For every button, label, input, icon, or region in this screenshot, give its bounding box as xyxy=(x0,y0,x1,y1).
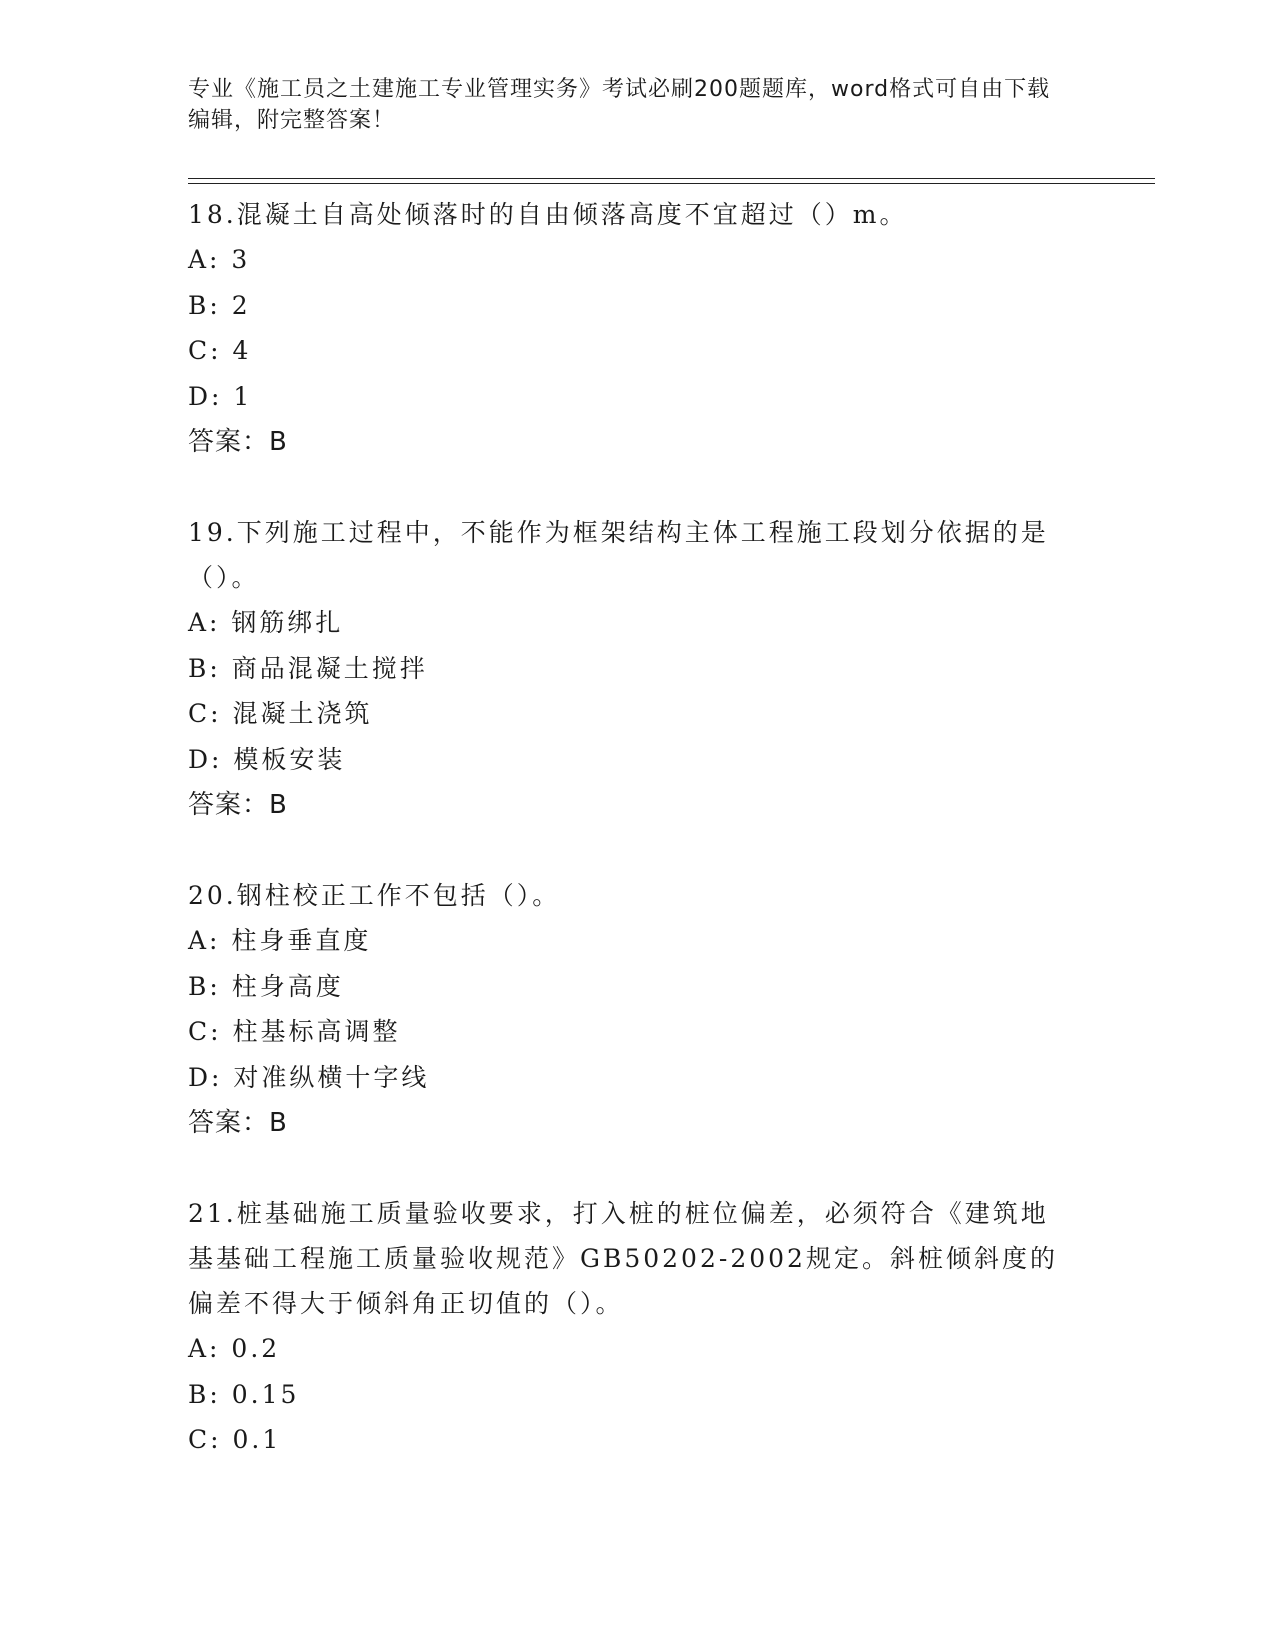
question-20 xyxy=(188,873,1068,1146)
question-text: 19.下列施工过程中，不能作为框架结构主体工程施工段划分依据的是（）。 xyxy=(188,518,1049,592)
option-c: C: 混凝土浇筑 xyxy=(188,699,373,728)
option-c: C: 柱基标高调整 xyxy=(188,1017,401,1046)
question-text: 21.桩基础施工质量验收要求，打入桩的桩位偏差，必须符合《建筑地基基础工程施工质量验收规范》GB50202-2002规定。斜桩倾斜度的偏差不得大于倾斜角正切值的（）。 xyxy=(188,1199,1058,1318)
option-d: D: 1 xyxy=(188,381,253,411)
header-divider-top xyxy=(188,178,1155,179)
option-a: A: 3 xyxy=(188,245,251,274)
question-text: 20.钢柱校正工作不包括（）。 xyxy=(188,881,561,910)
option-a: A: 0.2 xyxy=(188,1334,281,1363)
question-21 xyxy=(188,1191,1068,1463)
question-19 xyxy=(188,510,1068,828)
option-d: D: 模板安装 xyxy=(188,744,346,774)
option-b: B: 商品混凝土搅拌 xyxy=(188,653,428,683)
answer: 答案：B xyxy=(188,427,288,457)
question-list xyxy=(188,192,1068,1508)
option-b: B: 2 xyxy=(188,290,251,320)
option-c: C: 4 xyxy=(188,336,252,365)
header-divider-bottom xyxy=(188,183,1155,184)
document-header: 专业《施工员之土建施工专业管理实务》考试必刷200题题库，word格式可自由下载编辑，附完整答案！ xyxy=(188,77,1051,133)
option-b: B: 0.15 xyxy=(188,1379,300,1409)
question-18 xyxy=(188,192,1068,465)
answer: 答案：B xyxy=(188,790,288,820)
question-text: 18.混凝土自高处倾落时的自由倾落高度不宜超过（）m。 xyxy=(188,200,908,229)
option-d: D: 对准纵横十字线 xyxy=(188,1062,430,1092)
option-b: B: 柱身高度 xyxy=(188,971,344,1001)
answer: 答案：B xyxy=(188,1108,288,1138)
option-a: A: 钢筋绑扎 xyxy=(188,608,344,637)
option-c: C: 0.1 xyxy=(188,1425,282,1454)
option-a: A: 柱身垂直度 xyxy=(188,926,372,955)
